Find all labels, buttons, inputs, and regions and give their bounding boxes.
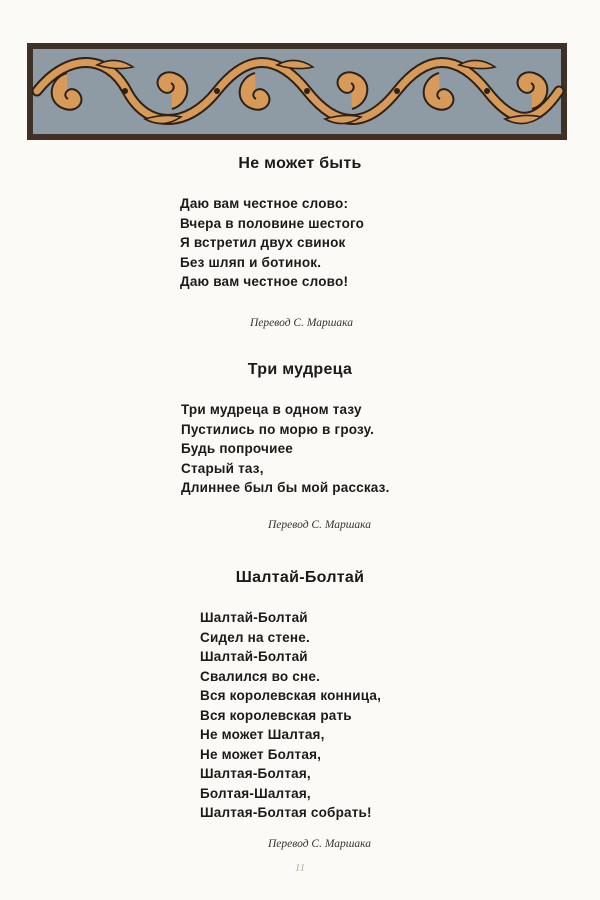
verse-line: Длиннее был бы мой рассказ. <box>181 480 390 495</box>
verse-line: Три мудреца в одном тазу <box>181 402 362 417</box>
verse-line: Даю вам честное слово: <box>180 196 349 211</box>
page-number: 11 <box>294 862 306 874</box>
verse-line: Болтая-Шалтая, <box>200 785 311 801</box>
verse-line: Я встретил двух свинок <box>180 235 346 250</box>
verse-line: Без шляп и ботинок. <box>180 254 322 270</box>
ornamental-banner <box>27 43 567 140</box>
scroll-ornament-icon <box>27 43 567 140</box>
translator-credit: Перевод С. Маршака <box>268 838 372 850</box>
verse-line: Вся королевская конница, <box>200 688 382 703</box>
poem-title: Не может быть <box>238 155 362 172</box>
poem-verse <box>200 608 381 823</box>
verse-line: Шалтая-Болтая, <box>200 766 311 781</box>
verse-line: Пустились по морю в грозу. <box>181 421 375 437</box>
verse-line: Не может Шалтая, <box>200 727 325 742</box>
translator-credit: Перевод С. Маршака <box>268 519 372 531</box>
verse-line: Свалился во сне. <box>200 668 321 684</box>
verse-line: Вся королевская рать <box>200 707 352 723</box>
verse-line: Шалтай-Болтай <box>200 649 308 664</box>
translator-credit: Перевод С. Маршака <box>250 317 354 329</box>
verse-line: Не может Болтая, <box>200 746 322 762</box>
poem-title: Три мудреца <box>247 361 353 378</box>
verse-line: Вчера в половине шестого <box>180 215 365 231</box>
verse-line: Старый таз, <box>181 460 264 476</box>
verse-line: Будь попрочиее <box>181 441 293 456</box>
poem-title: Шалтай-Болтай <box>235 569 365 586</box>
verse-line: Шалтая-Болтая собрать! <box>200 805 372 820</box>
verse-line: Шалтай-Болтай <box>200 610 308 625</box>
poem-verse <box>181 400 390 498</box>
verse-line: Сидел на стене. <box>200 629 310 645</box>
verse-line: Даю вам честное слово! <box>180 274 349 289</box>
poem-verse <box>180 194 364 292</box>
